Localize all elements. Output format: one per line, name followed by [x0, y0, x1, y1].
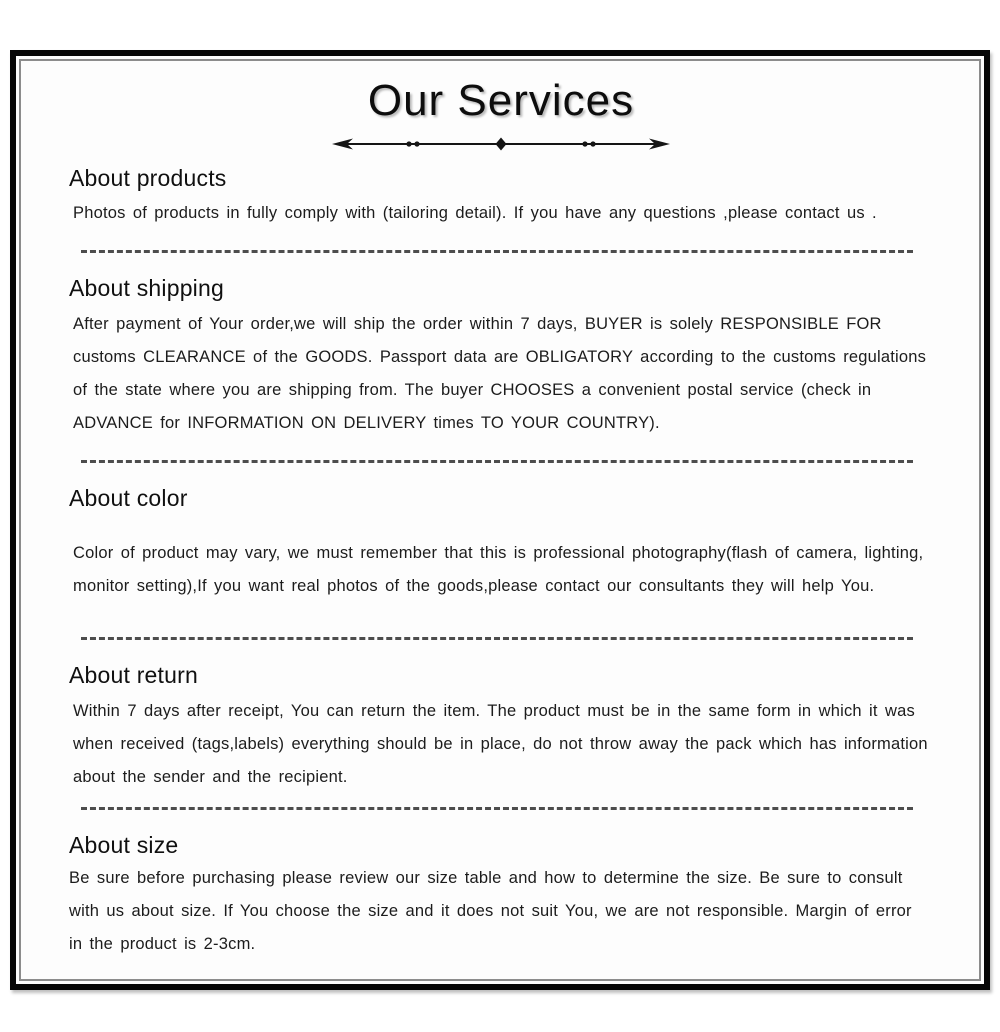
section-paragraph: After payment of Your order,we will ship the order within 7 days, BUYER is solely RESPONSIBLE FOR customs CLEARANCE of the GOODS. Passport data are OBLIGATORY according to the customs regulations of the state where you are shipping from. The buyer CHOOSES a convenient postal service (check in ADVANCE for INFORMATION ON DELIVERY times TO YOUR COUNTRY).: [73, 314, 927, 432]
section-paragraph: Color of product may vary, we must remember that this is professional photography(flash of camera, lighting, monitor setting),If you want real photos of the goods,please contact our consultants they will help You.: [73, 544, 924, 596]
title-ornament-divider: [331, 135, 671, 153]
section-heading: About size: [69, 831, 179, 858]
section-divider: [81, 807, 913, 810]
section-heading: About color: [69, 484, 188, 511]
section-paragraph: Within 7 days after receipt, You can return the item. The product must be in the same form in which it was when received (tags,labels) everything should be in place, do not throw away the pack which has information about the sender and the recipient.: [73, 701, 928, 786]
section-heading: About shipping: [69, 275, 224, 302]
section-divider: [81, 250, 913, 253]
section-divider: [81, 637, 913, 640]
section-about-products: [69, 165, 933, 230]
section-heading: About products: [69, 165, 227, 191]
services-panel-frame: [10, 50, 990, 990]
section-about-return: [69, 662, 933, 793]
section-about-color: [69, 485, 933, 603]
ornament-dot: [590, 141, 595, 146]
section-heading: About return: [69, 662, 198, 689]
ornament-dot: [406, 141, 411, 146]
services-panel: [19, 59, 981, 981]
ornament-dot: [414, 141, 419, 146]
section-about-shipping: [69, 275, 933, 439]
section-paragraph: Be sure before purchasing please review our size table and how to determine the size. Be sure to consult with us about size. If You choose the size and it does not suit You, we are not responsible. Margin of error in the product is 2-3cm.: [69, 869, 912, 954]
ornament-dot: [582, 141, 587, 146]
section-paragraph: Photos of products in fully comply with (tailoring detail). If you have any questions ,please contact us .: [73, 204, 877, 223]
section-divider: [81, 460, 913, 463]
ornament-diamond-icon: [496, 138, 507, 151]
section-about-size: [69, 832, 933, 961]
page-title: Our Services: [367, 76, 635, 125]
